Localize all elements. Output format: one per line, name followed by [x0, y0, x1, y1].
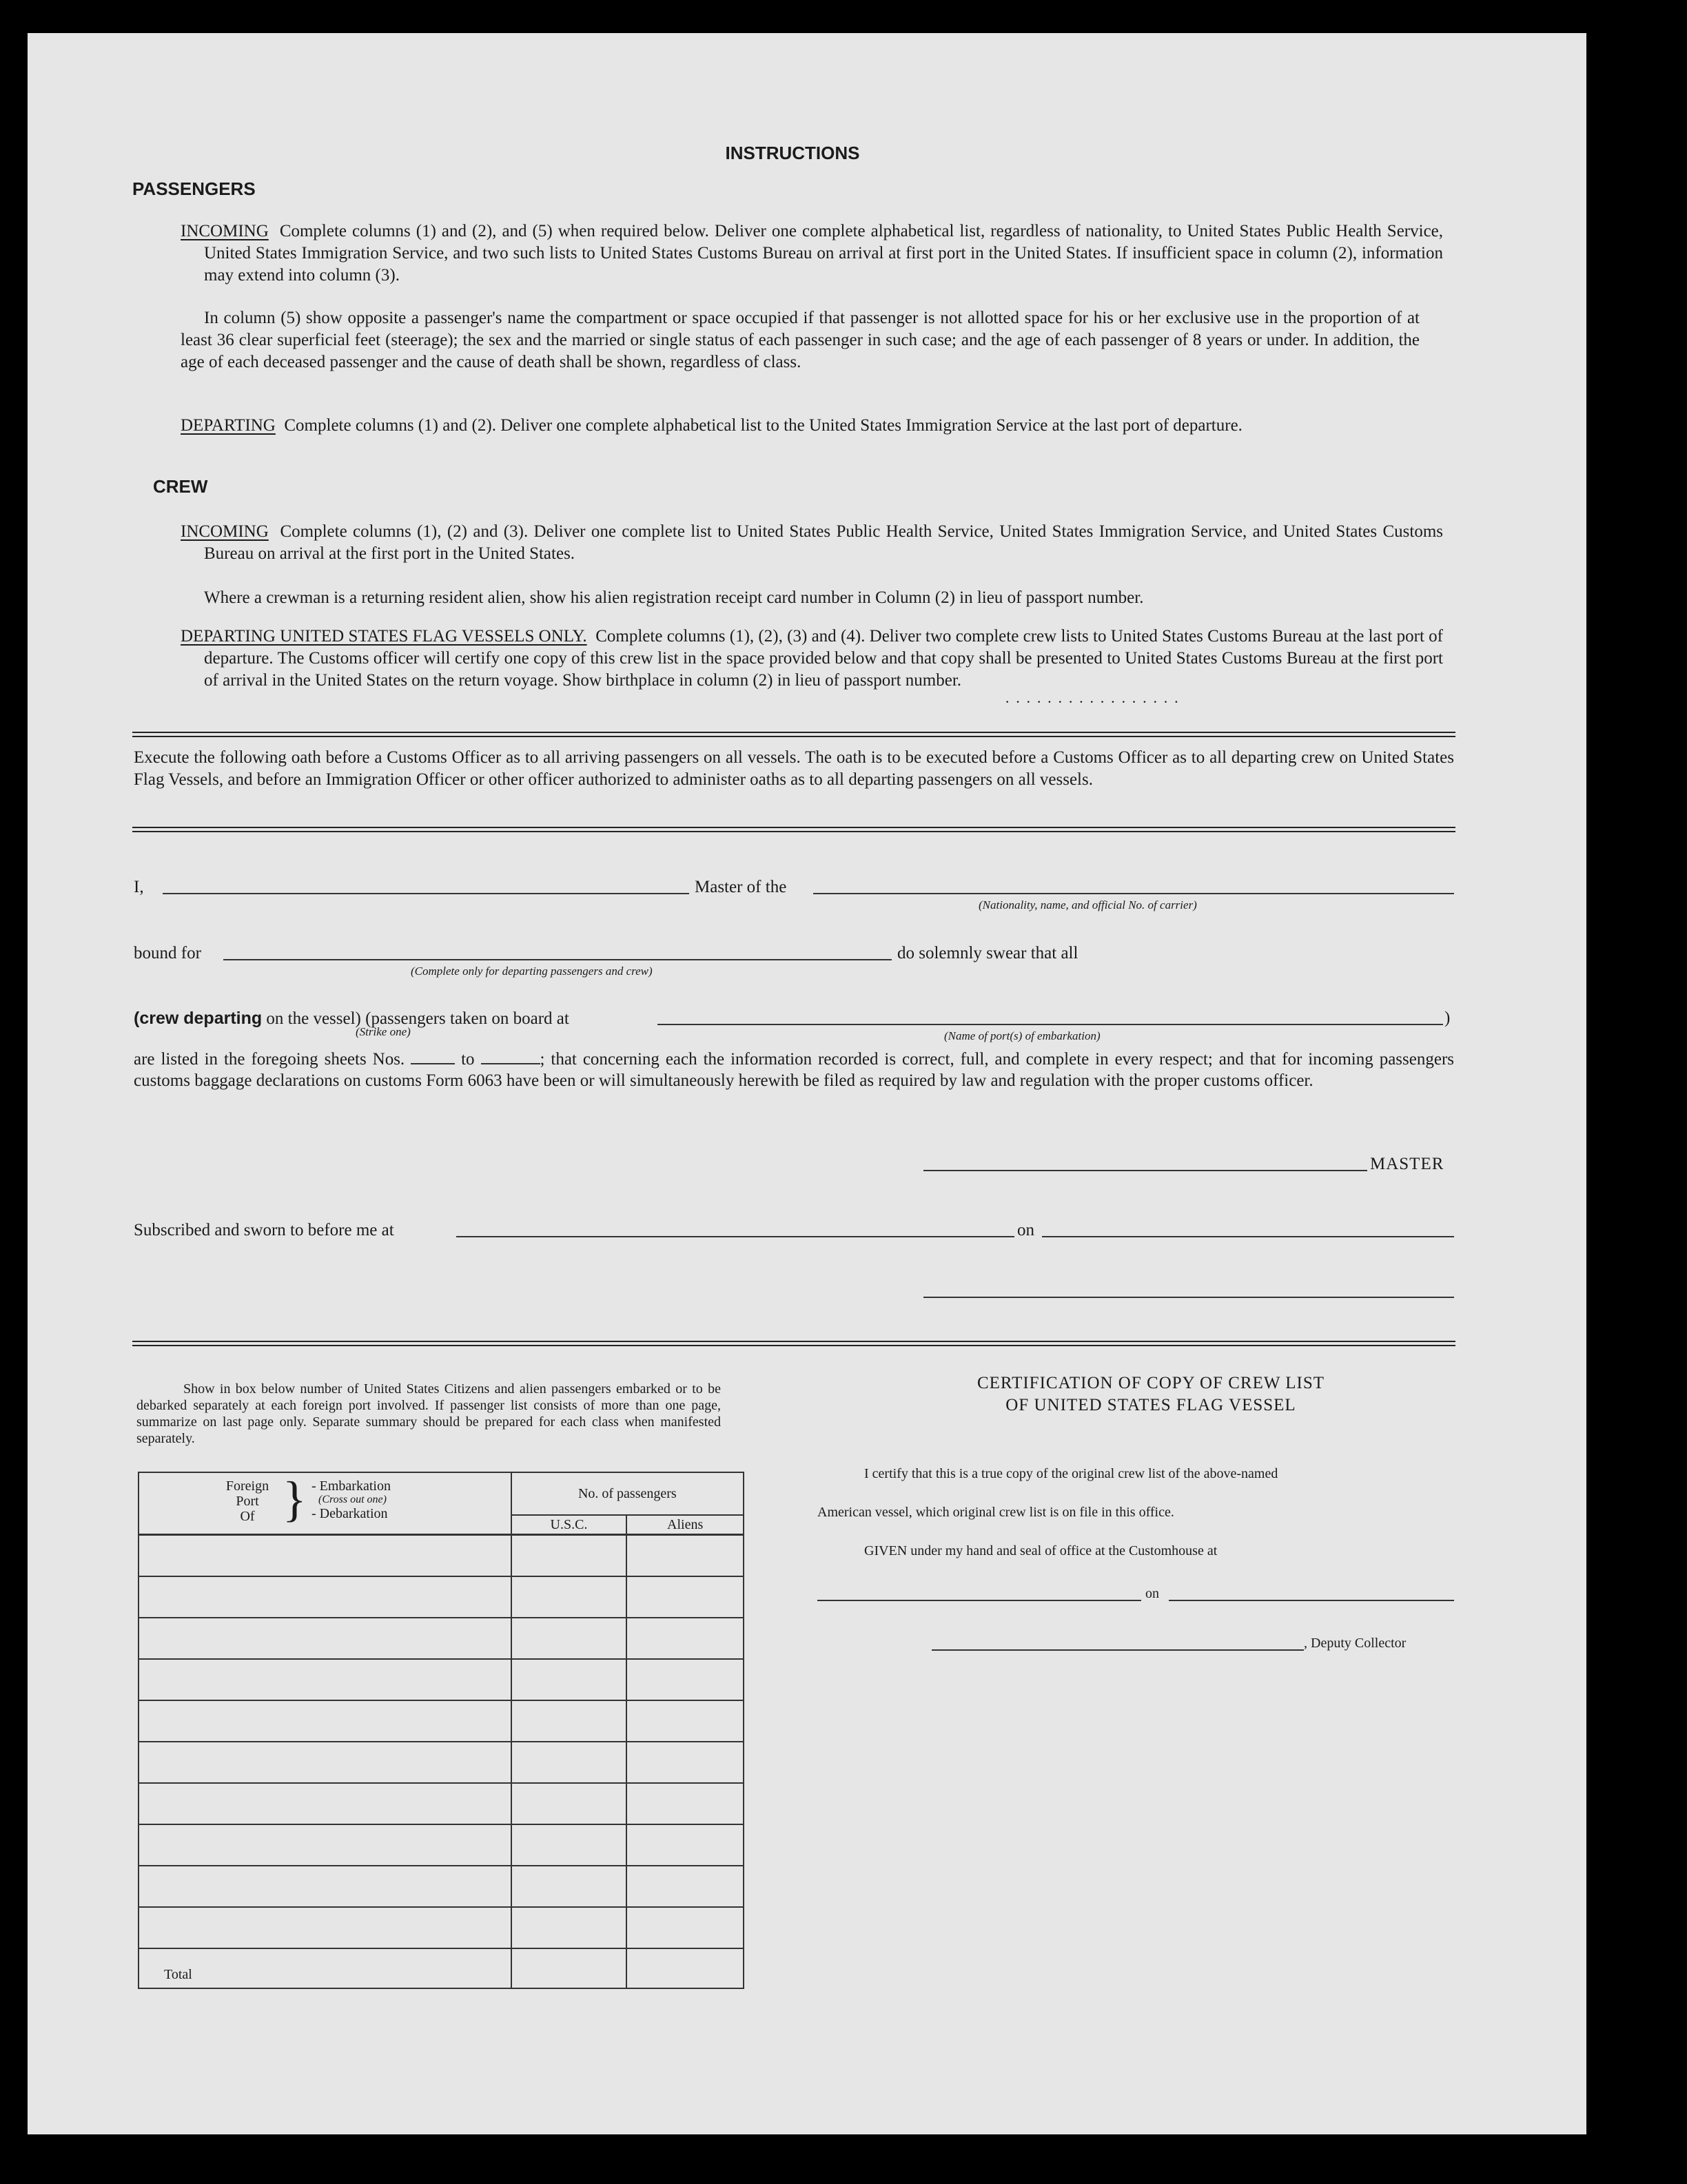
departing-label: DEPARTING	[181, 416, 276, 435]
listed-b: ; that concerning each the information recorded is correct, full, and complete in every respect; and that for incoming passengers customs baggage declarations on customs Form 6063 have been or will simultaneously herewith be filed as required by law and regulation with the proper customs officer.	[134, 1050, 1454, 1090]
port-cell[interactable]	[139, 1618, 511, 1659]
divider	[132, 827, 1455, 828]
usc-cell[interactable]	[511, 1866, 627, 1907]
incoming-text: Complete columns (1) and (2), and (5) when required below. Deliver one complete alphabetical list, regardless of nationality, to United States Public Health Service, United States Immigration Service, and two such lists to United States Customs Bureau on arrival at first port in the United States. If insufficient space in column (2), information may extend into column (3).	[204, 222, 1444, 285]
port-cell[interactable]	[139, 1866, 511, 1907]
ports-note: (Name of port(s) of embarkation)	[944, 1029, 1101, 1042]
summary-instructions: Show in box below number of United States Citizens and alien passengers embarked or to be debarked separately at each foreign port involved. If passenger list consists of more than one page, summarize on last page only. Separate summary should be prepared for each class when manifested separately.	[136, 1381, 721, 1446]
port-label: Port	[236, 1494, 259, 1509]
sheet-to-line[interactable]	[481, 1063, 540, 1064]
usc-cell[interactable]	[511, 1659, 627, 1700]
total-row	[139, 1948, 744, 1988]
departing-flag-text: Complete columns (1), (2), (3) and (4). Deliver two complete crew lists to United States Customs Bureau at the last port of departure. The Customs officer will certify one copy of this crew list in the space provided below and that copy shall be presented to United States Customs Bureau at the first port of arrival in the United States on the return voyage. Show birthplace in column (2) in lieu of passport number.	[204, 627, 1444, 690]
sworn-place-line[interactable]	[456, 1236, 1014, 1237]
document-page	[28, 33, 1586, 2134]
port-cell[interactable]	[139, 1576, 511, 1618]
cert-on-label: on	[1145, 1586, 1159, 1601]
aliens-cell[interactable]	[626, 1783, 744, 1824]
usc-cell[interactable]	[511, 1700, 627, 1742]
usc-header: U.S.C.	[511, 1515, 627, 1535]
total-label: Total	[139, 1948, 511, 1988]
port-header-cell	[139, 1472, 511, 1535]
port-cell[interactable]	[139, 1907, 511, 1948]
port-cell[interactable]	[139, 1824, 511, 1866]
swear-label: do solemnly swear that all	[897, 944, 1078, 962]
aliens-cell[interactable]	[626, 1907, 744, 1948]
ports-line[interactable]	[657, 1024, 1443, 1025]
aliens-cell[interactable]	[626, 1535, 744, 1576]
port-cell[interactable]	[139, 1700, 511, 1742]
usc-cell[interactable]	[511, 1824, 627, 1866]
bound-note: (Complete only for departing passengers and crew)	[411, 965, 653, 978]
table-row	[139, 1866, 744, 1907]
crew-heading: CREW	[153, 476, 208, 497]
i-label: I,	[134, 878, 144, 896]
usc-total-cell[interactable]	[511, 1948, 627, 1988]
listed-to: to	[461, 1050, 475, 1069]
aliens-cell[interactable]	[626, 1618, 744, 1659]
carrier-note: (Nationality, name, and official No. of carrier)	[979, 898, 1197, 911]
usc-cell[interactable]	[511, 1742, 627, 1783]
aliens-cell[interactable]	[626, 1824, 744, 1866]
table-row	[139, 1783, 744, 1824]
table-row	[139, 1618, 744, 1659]
foreign-label: Foreign	[225, 1479, 269, 1494]
port-cell[interactable]	[139, 1742, 511, 1783]
aliens-total-cell[interactable]	[626, 1948, 744, 1988]
table-row	[139, 1535, 744, 1576]
on-label: on	[1017, 1221, 1034, 1239]
instructions-title: INSTRUCTIONS	[725, 143, 860, 163]
debarkation-label: - Debarkation	[311, 1506, 388, 1521]
table-row	[139, 1576, 744, 1618]
master-of-the-label: Master of the	[695, 878, 787, 896]
passenger-summary-table	[138, 1472, 744, 1989]
crewman-paragraph: Where a crewman is a returning resident alien, show his alien registration receipt card number in Column (2) in lieu of passport number.	[204, 588, 1144, 607]
bound-for-label: bound for	[134, 944, 201, 962]
american-text: American vessel, which original crew list is on file in this office.	[817, 1505, 1174, 1520]
divider	[132, 1345, 1455, 1346]
dotted-mark: ·················	[1005, 693, 1185, 710]
officer-signature-line[interactable]	[923, 1297, 1454, 1298]
cross-out-label: (Cross out one)	[318, 1494, 387, 1505]
table-row	[139, 1824, 744, 1866]
aliens-cell[interactable]	[626, 1576, 744, 1618]
close-paren: )	[1444, 1009, 1451, 1027]
incoming-label: INCOMING	[181, 222, 269, 240]
column5-paragraph: In column (5) show opposite a passenger's name the compartment or space occupied if that passenger is not allotted space for his or her exclusive use in the proportion of at least 36 clear superficial feet (steerage); the sex and the married or single status of each passenger in such case; and the age of each passenger of 8 years or under. In addition, the age of each deceased passenger and the cause of death shall be shown, regardless of class.	[181, 309, 1420, 371]
aliens-cell[interactable]	[626, 1742, 744, 1783]
departing-flag-label: DEPARTING UNITED STATES FLAG VESSELS ONLY.	[181, 627, 587, 646]
oath-intro: Execute the following oath before a Customs Officer as to all arriving passengers on all vessels. The oath is to be executed before a Customs Officer as to all departing crew on United States Flag Vessels, and before an Immigration Officer or other officer authorized to administer oaths as to all departing passengers on all vessels.	[134, 748, 1454, 789]
passengers-taken-label: (passengers taken on board at	[365, 1009, 569, 1028]
usc-cell[interactable]	[511, 1576, 627, 1618]
table-row	[139, 1700, 744, 1742]
crew-passengers-line	[134, 1007, 569, 1030]
bound-for-line[interactable]	[223, 959, 892, 960]
crew-incoming-paragraph	[181, 521, 1443, 565]
crew-departing-paragraph	[181, 626, 1443, 692]
master-name-line[interactable]	[163, 893, 689, 894]
of-label: Of	[240, 1509, 255, 1524]
certification-title-2: OF UNITED STATES FLAG VESSEL	[1005, 1396, 1296, 1414]
listed-paragraph	[134, 1049, 1454, 1091]
divider	[132, 1341, 1455, 1342]
divider	[132, 736, 1455, 737]
brace-mark: }	[283, 1472, 307, 1527]
listed-a: are listed in the foregoing sheets Nos.	[134, 1050, 405, 1069]
usc-cell[interactable]	[511, 1907, 627, 1948]
usc-cell[interactable]	[511, 1535, 627, 1576]
departing-text: Complete columns (1) and (2). Deliver one complete alphabetical list to the United States Immigration Service at the last port of departure.	[284, 416, 1243, 435]
no-of-passengers-header: No. of passengers	[511, 1472, 744, 1515]
sheet-from-line[interactable]	[411, 1063, 455, 1064]
deputy-signature-line[interactable]	[932, 1649, 1304, 1651]
deputy-collector-label: , Deputy Collector	[1304, 1636, 1407, 1651]
passengers-departing-paragraph	[181, 415, 1443, 437]
sworn-date-line[interactable]	[1042, 1236, 1454, 1237]
aliens-cell[interactable]	[626, 1659, 744, 1700]
master-label: MASTER	[1370, 1155, 1444, 1173]
divider	[132, 831, 1455, 832]
master-signature-line[interactable]	[923, 1170, 1367, 1171]
port-cell[interactable]	[139, 1783, 511, 1824]
port-cell[interactable]	[139, 1659, 511, 1700]
crew-incoming-text: Complete columns (1), (2) and (3). Deliver one complete list to United States Public Health Service, United States Immigration Service, and United States Customs Bureau on arrival at the first port in the United States.	[204, 522, 1444, 563]
embarkation-label: - Embarkation	[311, 1479, 391, 1494]
passengers-heading: PASSENGERS	[132, 178, 256, 199]
table-row	[139, 1742, 744, 1783]
table-row	[139, 1659, 744, 1700]
passengers-incoming-paragraph	[181, 220, 1443, 287]
table-row	[139, 1907, 744, 1948]
strike-one-note: (Strike one)	[356, 1025, 411, 1038]
usc-cell[interactable]	[511, 1618, 627, 1659]
given-text: GIVEN under my hand and seal of office at the Customhouse at	[864, 1543, 1218, 1558]
aliens-cell[interactable]	[626, 1866, 744, 1907]
aliens-cell[interactable]	[626, 1700, 744, 1742]
subscribed-label: Subscribed and sworn to before me at	[134, 1221, 394, 1239]
cert-date-line[interactable]	[1169, 1600, 1454, 1601]
aliens-header: Aliens	[626, 1515, 744, 1535]
crew-departing-label: (crew departing	[134, 1009, 263, 1028]
usc-cell[interactable]	[511, 1783, 627, 1824]
customhouse-line[interactable]	[817, 1600, 1141, 1601]
certify-text: I certify that this is a true copy of the original crew list of the above-named	[864, 1466, 1278, 1481]
on-the-vessel-label: on the vessel)	[266, 1009, 361, 1028]
crew-incoming-label: INCOMING	[181, 522, 269, 541]
certification-title-1: CERTIFICATION OF COPY OF CREW LIST	[977, 1374, 1325, 1392]
carrier-line[interactable]	[813, 893, 1454, 894]
port-cell[interactable]	[139, 1535, 511, 1576]
divider	[132, 732, 1455, 733]
